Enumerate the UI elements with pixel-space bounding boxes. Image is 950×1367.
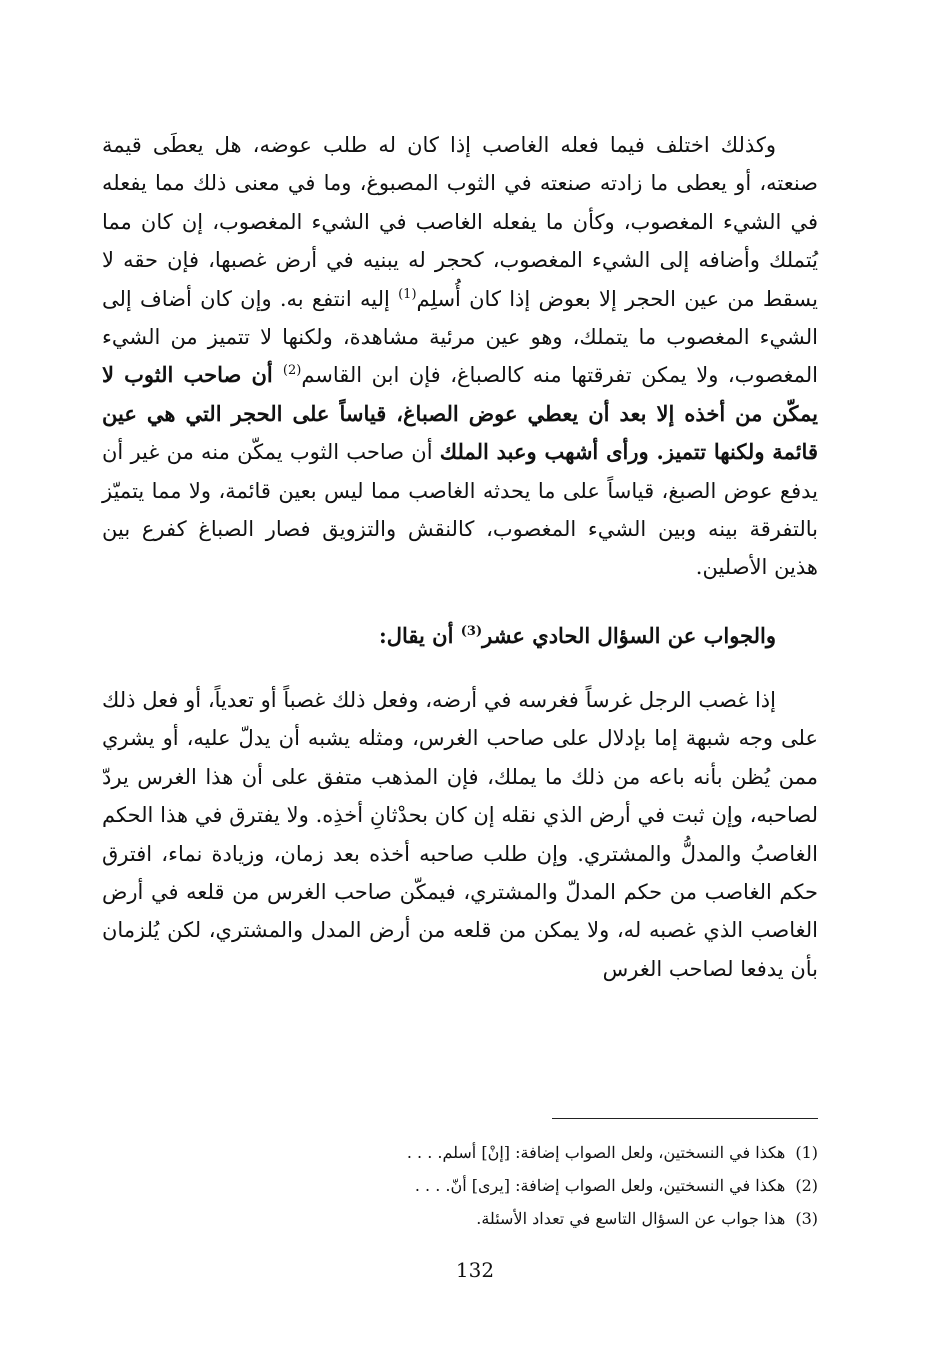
footnote-item — [102, 1202, 818, 1235]
section-heading-text-b: أن يقال: — [378, 622, 461, 648]
paragraph-1 — [102, 126, 818, 587]
paragraph-2: إذا غصب الرجل غرساً فغرسه في أرضه، وفعل ذلك غصباً أو تعدياً، أو فعل ذلك على وجه شبهة إما بإدلال على صاحب الغرس، ومثله يشبه أن يدلّ عليه، أو يشري ممن يُظن بأنه باعه من ذلك ما يملك، فإن المذهب متفق على أن هذا الغرس يردّ لصاحبه، وإن ثبت في أرض الذي نقله إن كان بحدْثانِ أخذِه. ولا يفترق في هذا الحكم الغاصبُ والمدلُّ والمشتري. وإن طلب صاحبه أخذه بعد زمان، وزيادة نماء، افترق حكم الغاصب من حكم المدلّ والمشتري، فيمكّن صاحب الغرس من قلعه في أرض الغاصب الذي غصبه له، ولا يمكن من قلعه من أرض المدل والمشتري، لكن يُلزمان بأن يدفعا لصاحب الغرس — [102, 687, 818, 981]
paragraph-1-bold-text: أن صاحب الثوب لا يمكّن من أخذه إلا بعد أن يعطي عوض الصباغ، قياساً على الحجر التي هي عين قائمة ولكنها تتميز. ورأى أشهب وعبد الملك — [102, 362, 818, 465]
footnote-text: هكذا في النسختين، ولعل الصواب إضافة: [إنْ] أسلم. . . . — [406, 1143, 786, 1162]
footnote-item — [102, 1169, 818, 1202]
footnote-number: (1) — [795, 1143, 818, 1162]
footnote-text: هذا جواب عن السؤال التاسع في تعداد الأسئلة. — [476, 1209, 786, 1228]
paragraph-1-text-a: وكذلك اختلف فيما فعله الغاصب إذا كان له طلب عوضه، هل يعطَى قيمة صنعته، أو يعطى ما زادته صنعته في الثوب المصبوغ، وما في معنى ذلك مما يفعله في الشيء المغصوب، وكأن ما يفعله الغاصب في الشيء المغصوب، إن كان مما يُتملك وأضافه إلى الشيء المغصوب، كحجر له يبنيه في أرض غصبها، فإن حقه لا يسقط من عين الحجر إلا بعوض إذا كان أُسلِم — [102, 133, 819, 311]
footnote-ref-2: (2) — [282, 363, 302, 379]
footnotes — [102, 1136, 818, 1235]
paragraph-1-text-c: أن صاحب الثوب يمكّن منه من غير أن يدفع عوض الصبغ، قياساً على ما يحدثه الغاصب مما ليس بعين قائمة، ولا مما يتميّز بالتفرقة بينه وبين الشيء المغصوب، كالنقش والتزويق فصار الصباغ كفرع بين هذين الأصلين. — [102, 440, 818, 580]
section-heading-text-a: والجواب عن السؤال الحادي عشر — [482, 622, 776, 648]
footnote-item — [102, 1136, 818, 1169]
page-number: 132 — [455, 1258, 495, 1282]
section-heading — [102, 617, 818, 655]
footnote-number: (3) — [795, 1209, 818, 1228]
main-text — [102, 126, 818, 988]
footnote-ref-1: (1) — [398, 286, 417, 302]
footnote-number: (2) — [795, 1176, 818, 1195]
paragraph-1-text-b: إليه انتفع به. وإن كان أضاف إلى الشيء المغصوب ما يتملك، وهو عين مرئية مشاهدة، ولكنها لا تتميز من الشيء المغصوب، ولا يمكن تفرقتها منه كالصباغ، فإن ابن القاسم — [102, 286, 819, 388]
footnote-divider — [552, 1118, 818, 1119]
footnote-text: هكذا في النسختين، ولعل الصواب إضافة: [يرى] أنّ. . . . — [414, 1176, 786, 1195]
footnote-ref-3: (3) — [460, 623, 483, 639]
